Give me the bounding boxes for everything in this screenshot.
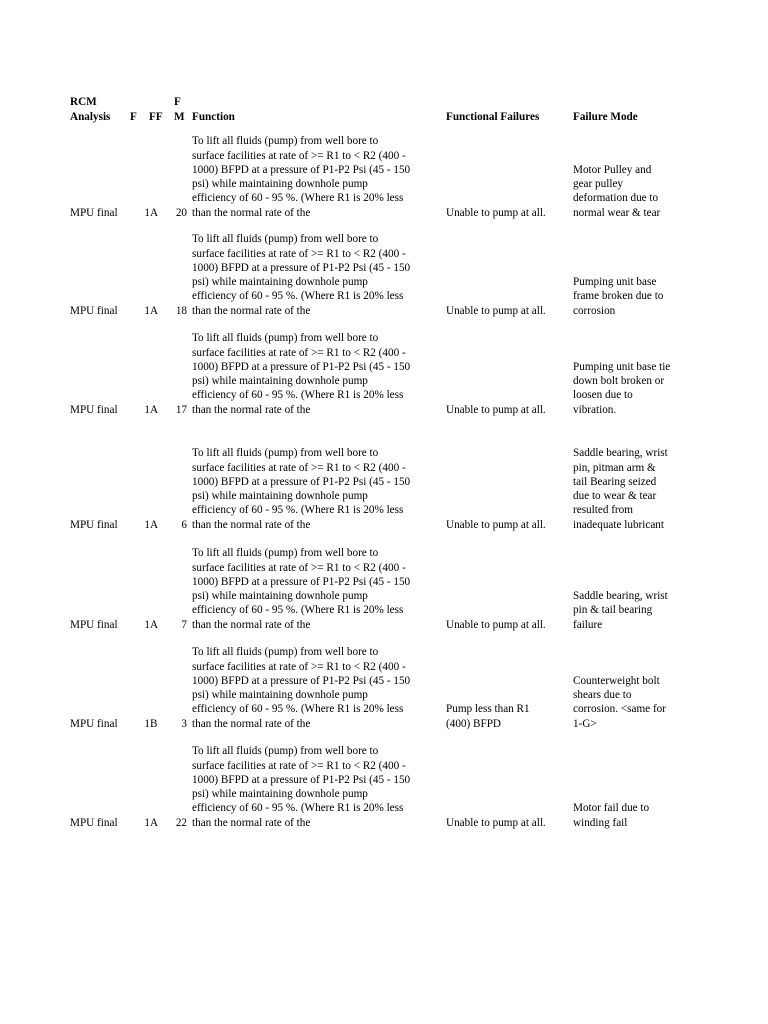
- function-cell-line: surface facilities at rate of >= R1 to < R2 (400 -: [192, 247, 406, 260]
- ff-cell: A: [150, 816, 159, 829]
- failure-mode-cell-line: inadequate lubricant: [573, 518, 665, 531]
- header-f: F: [130, 110, 137, 123]
- header-fm-line-2: M: [174, 110, 185, 123]
- functional-failure-cell: [446, 518, 570, 532]
- functional-failure-cell-line: Unable to pump at all.: [446, 403, 546, 416]
- analysis-cell: MPU final: [70, 618, 118, 631]
- header-ff: FF: [149, 110, 163, 123]
- failure-mode-cell-line: due to wear & tear: [573, 490, 657, 503]
- failure-mode-cell-line: vibration.: [573, 403, 617, 416]
- ff-cell: A: [150, 518, 159, 531]
- function-cell-line: 1000) BFPD at a pressure of P1-P2 Psi (45 - 150: [192, 163, 411, 176]
- ff-cell: A: [150, 618, 159, 631]
- f-cell: 1: [144, 518, 150, 531]
- failure-mode-cell: [573, 163, 688, 220]
- function-cell-line: efficiency of 60 - 95 %. (Where R1 is 20% less: [192, 290, 404, 303]
- header-fm: [174, 95, 185, 124]
- failure-mode-cell: [573, 674, 688, 731]
- function-cell-line: surface facilities at rate of >= R1 to < R2 (400 -: [192, 149, 406, 162]
- failure-mode-cell: [573, 446, 688, 532]
- function-cell-line: To lift all fluids (pump) from well bore to: [192, 233, 379, 246]
- fm-cell: 7: [181, 618, 187, 631]
- function-cell-line: To lift all fluids (pump) from well bore to: [192, 547, 379, 560]
- function-cell-line: psi) while maintaining downhole pump: [192, 689, 368, 702]
- function-cell-line: psi) while maintaining downhole pump: [192, 178, 368, 191]
- function-cell-line: surface facilities at rate of >= R1 to < R2 (400 -: [192, 561, 406, 574]
- function-cell-line: than the normal rate of the: [192, 816, 311, 829]
- failure-mode-cell-line: pin & tail bearing: [573, 604, 653, 617]
- function-cell-line: efficiency of 60 - 95 %. (Where R1 is 20% less: [192, 504, 404, 517]
- functional-failure-cell: [446, 304, 570, 318]
- function-cell-line: efficiency of 60 - 95 %. (Where R1 is 20% less: [192, 604, 404, 617]
- function-cell: [192, 446, 442, 532]
- function-cell-line: than the normal rate of the: [192, 618, 311, 631]
- function-cell-line: psi) while maintaining downhole pump: [192, 375, 368, 388]
- function-cell-line: 1000) BFPD at a pressure of P1-P2 Psi (45 - 150: [192, 773, 411, 786]
- function-cell-line: To lift all fluids (pump) from well bore to: [192, 646, 379, 659]
- ff-cell: A: [150, 206, 159, 219]
- header-fm-line-1: F: [174, 96, 181, 109]
- failure-mode-cell-line: normal wear & tear: [573, 206, 661, 219]
- fm-cell: 22: [175, 816, 187, 829]
- table-row: [0, 125, 768, 220]
- failure-mode-cell: [573, 360, 688, 417]
- function-cell-line: than the normal rate of the: [192, 304, 311, 317]
- failure-mode-cell-line: resulted from: [573, 504, 633, 517]
- table-row: [0, 437, 768, 532]
- fm-cell: 20: [175, 206, 187, 219]
- failure-mode-cell-line: loosen due to: [573, 389, 633, 402]
- failure-mode-cell-line: corrosion: [573, 304, 616, 317]
- failure-mode-cell: [573, 801, 688, 830]
- f-cell: 1: [144, 304, 150, 317]
- analysis-cell: MPU final: [70, 403, 118, 416]
- functional-failure-cell-line: Unable to pump at all.: [446, 816, 546, 829]
- function-cell-line: surface facilities at rate of >= R1 to < R2 (400 -: [192, 660, 406, 673]
- function-cell-line: than the normal rate of the: [192, 518, 311, 531]
- function-cell-line: surface facilities at rate of >= R1 to < R2 (400 -: [192, 461, 406, 474]
- function-cell-line: 1000) BFPD at a pressure of P1-P2 Psi (45 - 150: [192, 360, 411, 373]
- ff-cell: B: [150, 717, 158, 730]
- function-cell: [192, 744, 442, 830]
- functional-failure-cell-line: Unable to pump at all.: [446, 518, 546, 531]
- functional-failure-cell: [446, 403, 570, 417]
- function-cell: [192, 134, 442, 220]
- functional-failure-cell-line: Unable to pump at all.: [446, 618, 546, 631]
- function-cell-line: 1000) BFPD at a pressure of P1-P2 Psi (45 - 150: [192, 674, 411, 687]
- header-failure-mode: Failure Mode: [573, 110, 638, 123]
- function-cell-line: To lift all fluids (pump) from well bore to: [192, 745, 379, 758]
- failure-mode-cell-line: tail Bearing seized: [573, 475, 657, 488]
- function-cell-line: efficiency of 60 - 95 %. (Where R1 is 20% less: [192, 703, 404, 716]
- failure-mode-cell-line: 1-G>: [573, 717, 597, 730]
- function-cell: [192, 232, 442, 318]
- header-rcm-analysis: [70, 95, 110, 124]
- function-cell-line: efficiency of 60 - 95 %. (Where R1 is 20% less: [192, 802, 404, 815]
- function-cell-line: surface facilities at rate of >= R1 to < R2 (400 -: [192, 346, 406, 359]
- functional-failure-cell-line: Pump less than R1: [446, 703, 530, 716]
- table-row: [0, 223, 768, 318]
- function-cell-line: To lift all fluids (pump) from well bore to: [192, 135, 379, 148]
- function-cell-line: than the normal rate of the: [192, 206, 311, 219]
- function-cell-line: To lift all fluids (pump) from well bore to: [192, 447, 379, 460]
- functional-failure-cell: [446, 206, 570, 220]
- fm-cell: 18: [175, 304, 187, 317]
- failure-mode-cell-line: pin, pitman arm &: [573, 461, 656, 474]
- failure-mode-cell-line: winding fail: [573, 816, 628, 829]
- failure-mode-cell: [573, 589, 688, 632]
- function-cell: [192, 331, 442, 417]
- table-header: [0, 94, 768, 124]
- table-row: [0, 636, 768, 731]
- functional-failure-cell-line: Unable to pump at all.: [446, 206, 546, 219]
- function-cell-line: than the normal rate of the: [192, 403, 311, 416]
- function-cell-line: To lift all fluids (pump) from well bore to: [192, 332, 379, 345]
- failure-mode-cell-line: deformation due to: [573, 192, 659, 205]
- failure-mode-cell-line: corrosion. <same for: [573, 703, 666, 716]
- functional-failure-cell: [446, 618, 570, 632]
- f-cell: 1: [144, 403, 150, 416]
- function-cell-line: psi) while maintaining downhole pump: [192, 490, 368, 503]
- table-row: [0, 322, 768, 417]
- function-cell-line: psi) while maintaining downhole pump: [192, 276, 368, 289]
- function-cell-line: 1000) BFPD at a pressure of P1-P2 Psi (45 - 150: [192, 261, 411, 274]
- table-row: [0, 735, 768, 830]
- function-cell-line: than the normal rate of the: [192, 717, 311, 730]
- fm-cell: 3: [181, 717, 187, 730]
- failure-mode-cell-line: frame broken due to: [573, 290, 664, 303]
- failure-mode-cell-line: Pumping unit base: [573, 276, 657, 289]
- table-row: [0, 537, 768, 632]
- f-cell: 1: [144, 717, 150, 730]
- function-cell-line: psi) while maintaining downhole pump: [192, 590, 368, 603]
- failure-mode-cell: [573, 275, 688, 318]
- failure-mode-cell-line: gear pulley: [573, 178, 624, 191]
- analysis-cell: MPU final: [70, 518, 118, 531]
- failure-mode-cell-line: Pumping unit base tie: [573, 360, 671, 373]
- functional-failure-cell: [446, 816, 570, 830]
- f-cell: 1: [144, 816, 150, 829]
- failure-mode-cell-line: failure: [573, 618, 603, 631]
- analysis-cell: MPU final: [70, 206, 118, 219]
- function-cell-line: surface facilities at rate of >= R1 to < R2 (400 -: [192, 759, 406, 772]
- function-cell-line: psi) while maintaining downhole pump: [192, 788, 368, 801]
- failure-mode-cell-line: Saddle bearing, wrist: [573, 590, 668, 603]
- header-functional-failures: Functional Failures: [446, 110, 540, 123]
- f-cell: 1: [144, 206, 150, 219]
- function-cell: [192, 546, 442, 632]
- header-rcm-line-2: Analysis: [70, 110, 111, 123]
- function-cell-line: 1000) BFPD at a pressure of P1-P2 Psi (45 - 150: [192, 475, 411, 488]
- failure-mode-cell-line: down bolt broken or: [573, 375, 665, 388]
- fm-cell: 17: [175, 403, 187, 416]
- ff-cell: A: [150, 304, 159, 317]
- failure-mode-cell-line: shears due to: [573, 689, 632, 702]
- analysis-cell: MPU final: [70, 816, 118, 829]
- function-cell-line: 1000) BFPD at a pressure of P1-P2 Psi (45 - 150: [192, 575, 411, 588]
- functional-failure-cell-line: (400) BFPD: [446, 717, 502, 730]
- failure-mode-cell-line: Counterweight bolt: [573, 674, 660, 687]
- function-cell: [192, 645, 442, 731]
- f-cell: 1: [144, 618, 150, 631]
- failure-mode-cell-line: Saddle bearing, wrist: [573, 447, 668, 460]
- failure-mode-cell-line: Motor Pulley and: [573, 163, 652, 176]
- fm-cell: 6: [181, 518, 187, 531]
- analysis-cell: MPU final: [70, 304, 118, 317]
- header-rcm-line-1: RCM: [70, 96, 97, 109]
- functional-failure-cell: [446, 702, 570, 731]
- functional-failure-cell-line: Unable to pump at all.: [446, 304, 546, 317]
- analysis-cell: MPU final: [70, 717, 118, 730]
- failure-mode-cell-line: Motor fail due to: [573, 802, 650, 815]
- function-cell-line: efficiency of 60 - 95 %. (Where R1 is 20% less: [192, 192, 404, 205]
- function-cell-line: efficiency of 60 - 95 %. (Where R1 is 20% less: [192, 389, 404, 402]
- ff-cell: A: [150, 403, 159, 416]
- header-function: Function: [192, 110, 235, 123]
